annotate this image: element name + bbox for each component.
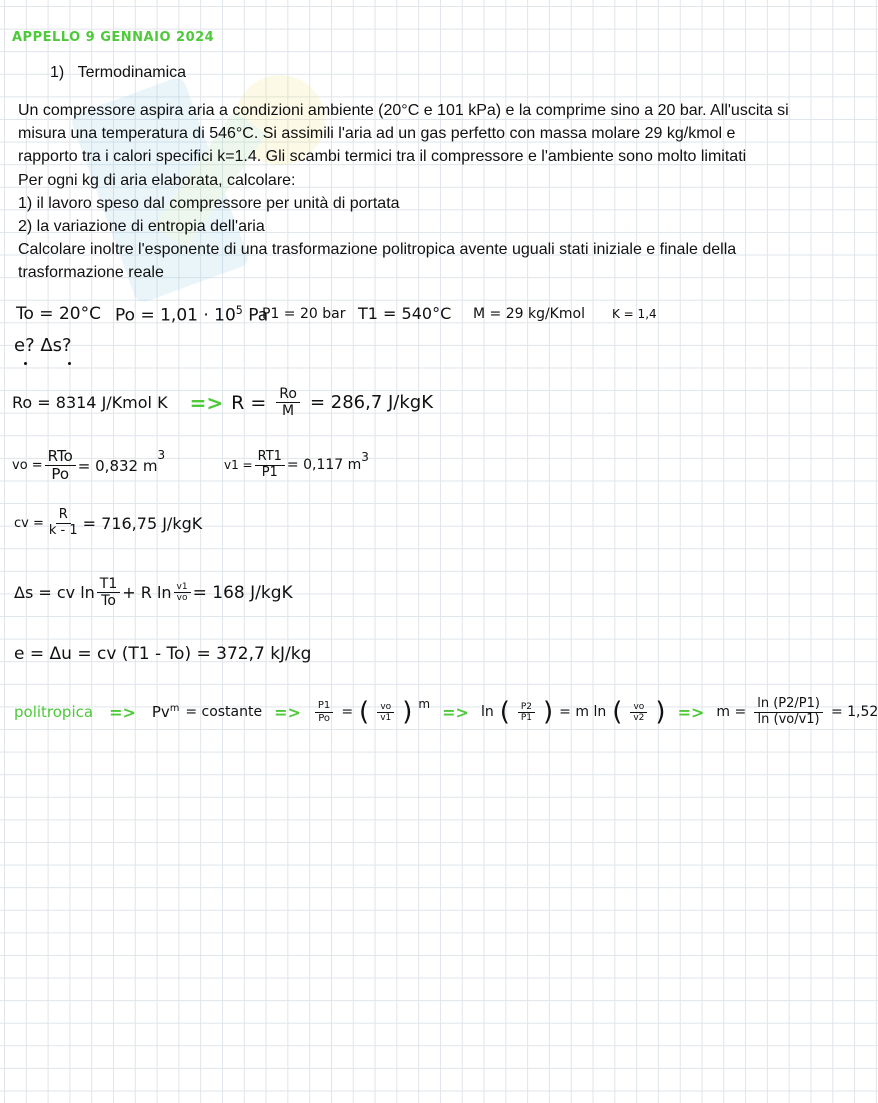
- section-title: 1) Termodinamica: [50, 64, 187, 81]
- paren-close: ): [543, 697, 554, 728]
- f4-num: vo: [630, 702, 647, 713]
- paren-close: ): [402, 697, 413, 728]
- f1-den: Po: [318, 712, 330, 724]
- paren-open: (: [359, 697, 370, 728]
- cv-rhs: = 716,75 J/kgK: [82, 513, 203, 533]
- exam-heading: APPELLO 9 GENNAIO 2024: [12, 30, 215, 45]
- pressure-ratio: [315, 700, 333, 724]
- implies-arrow: =>: [677, 702, 705, 722]
- pv-exp: m: [169, 703, 180, 715]
- v1-den: P1: [261, 464, 278, 480]
- problem-line: misura una temperatura di 546°C. Si assimili l'aria ad un gas perfetto con massa molare 29 kg/kmol e: [18, 125, 736, 143]
- v1-rhs: = 0,117 m: [286, 457, 362, 474]
- v0-fraction: [45, 448, 76, 484]
- polytropic-label: politropica: [14, 703, 94, 722]
- v0-exp: 3: [157, 448, 166, 462]
- v1-lhs: v1 =: [224, 458, 253, 473]
- polytropic-line: [14, 697, 878, 728]
- equals: =: [341, 704, 354, 721]
- problem-line: Per ogni kg di aria elaborata, calcolare:: [18, 171, 296, 189]
- f3-num: P2: [518, 702, 535, 713]
- given-t1: T1 = 540°C: [358, 304, 452, 323]
- f2-exp: m: [418, 697, 431, 711]
- given-p0-lhs: Po = 1,01 · 10: [115, 305, 236, 326]
- v0-lhs: vo =: [12, 458, 43, 474]
- ds-fraction-v: [174, 582, 191, 604]
- ds-mid: + R ln: [122, 583, 172, 603]
- ds-lhs: Δs = cv ln: [14, 583, 95, 603]
- r-lhs: R =: [231, 391, 267, 414]
- f2-num: vo: [377, 702, 394, 713]
- problem-line: Calcolare inoltre l'esponente di una trasformazione politropica avente uguali stati iniziale e finale della: [18, 241, 737, 259]
- dot: [68, 362, 71, 365]
- problem-line: Un compressore aspira aria a condizioni ambiente (20°C e 101 kPa) e la comprime sino a 20 bar. All'uscita si: [18, 102, 789, 119]
- implies-arrow: =>: [109, 702, 136, 722]
- r-constant-line: [12, 386, 433, 419]
- ds-den1: To: [101, 593, 116, 610]
- v1-fraction: [255, 450, 285, 481]
- given-k: K = 1,4: [612, 307, 657, 321]
- ln-lhs: ln: [480, 704, 494, 721]
- cv-den: k - 1: [48, 522, 78, 538]
- implies-arrow: =>: [189, 390, 224, 415]
- given-p1: P1 = 20 bar: [262, 306, 346, 322]
- problem-line: 1) il lavoro speso dal compressore per unità di portata: [18, 194, 400, 212]
- ds-fraction-t: [97, 576, 120, 609]
- implies-arrow: =>: [442, 702, 469, 722]
- volume-ratio-2: [630, 702, 647, 724]
- cv-line: [14, 508, 202, 539]
- volume-ratio: [377, 702, 394, 724]
- r-rhs: = 286,7 J/kgK: [309, 392, 434, 414]
- paren-close: ): [655, 697, 666, 728]
- given-p0-unit: Pa: [248, 305, 269, 326]
- unknowns: e? Δs?: [14, 335, 72, 356]
- ds-num2: v1: [174, 582, 191, 593]
- f5-den: ln (vo/v1): [757, 711, 820, 727]
- problem-line: rapporto tra i calori specifici k=1.4. Gli scambi termici tra il compressore e l'ambiente sono molto limitati: [18, 148, 747, 166]
- ds-den2: vo: [176, 593, 188, 604]
- entropy-line: [14, 576, 293, 609]
- m-lhs: m =: [716, 704, 747, 721]
- v1-exp: 3: [361, 450, 369, 464]
- v1-num: RT1: [255, 450, 285, 466]
- paren-open: (: [499, 697, 510, 728]
- v0-num: RTo: [45, 448, 76, 466]
- v0-den: Po: [51, 465, 70, 484]
- f5-num: ln (P2/P1): [754, 697, 823, 713]
- v1-line: [224, 450, 369, 481]
- r-den: M: [282, 403, 295, 420]
- given-p0-exp: 5: [235, 304, 243, 317]
- dot: [24, 362, 27, 365]
- pv-term: [152, 703, 179, 721]
- given-p0: [115, 304, 268, 326]
- given-t0: To = 20°C: [16, 304, 101, 324]
- given-m: M = 29 kg/Kmol: [473, 306, 585, 322]
- pv: Pv: [151, 703, 170, 722]
- cv-lhs: cv =: [14, 515, 44, 531]
- exponent-fraction: [754, 697, 823, 728]
- r-num: Ro: [276, 386, 300, 403]
- f2-den: v1: [380, 712, 392, 723]
- pv-rhs: = costante: [185, 704, 263, 721]
- paren-open: (: [612, 697, 623, 728]
- v0-rhs: = 0,832 m: [77, 456, 158, 475]
- ds-rhs: = 168 J/kgK: [192, 582, 293, 603]
- cv-fraction: [46, 508, 81, 539]
- cv-num: R: [56, 508, 71, 524]
- implies-arrow: =>: [274, 702, 301, 722]
- problem-line: trasformazione reale: [18, 264, 164, 282]
- r-fraction: [276, 386, 300, 419]
- ln-mid: = m ln: [559, 704, 607, 721]
- f4-den: v2: [633, 712, 645, 723]
- f3-den: P1: [520, 712, 533, 723]
- exponent-result: = 1,52: [830, 704, 878, 721]
- pressure-ratio-2: [518, 702, 535, 724]
- f1-num: P1: [315, 700, 333, 713]
- ds-num1: T1: [97, 576, 120, 593]
- work-line: e = Δu = cv (T1 - To) = 372,7 kJ/kg: [14, 644, 312, 664]
- r0-lhs: Ro = 8314 J/Kmol K: [12, 393, 168, 413]
- problem-line: 2) la variazione di entropia dell'aria: [18, 218, 265, 236]
- problem-text: [18, 99, 833, 285]
- v0-line: [12, 448, 165, 484]
